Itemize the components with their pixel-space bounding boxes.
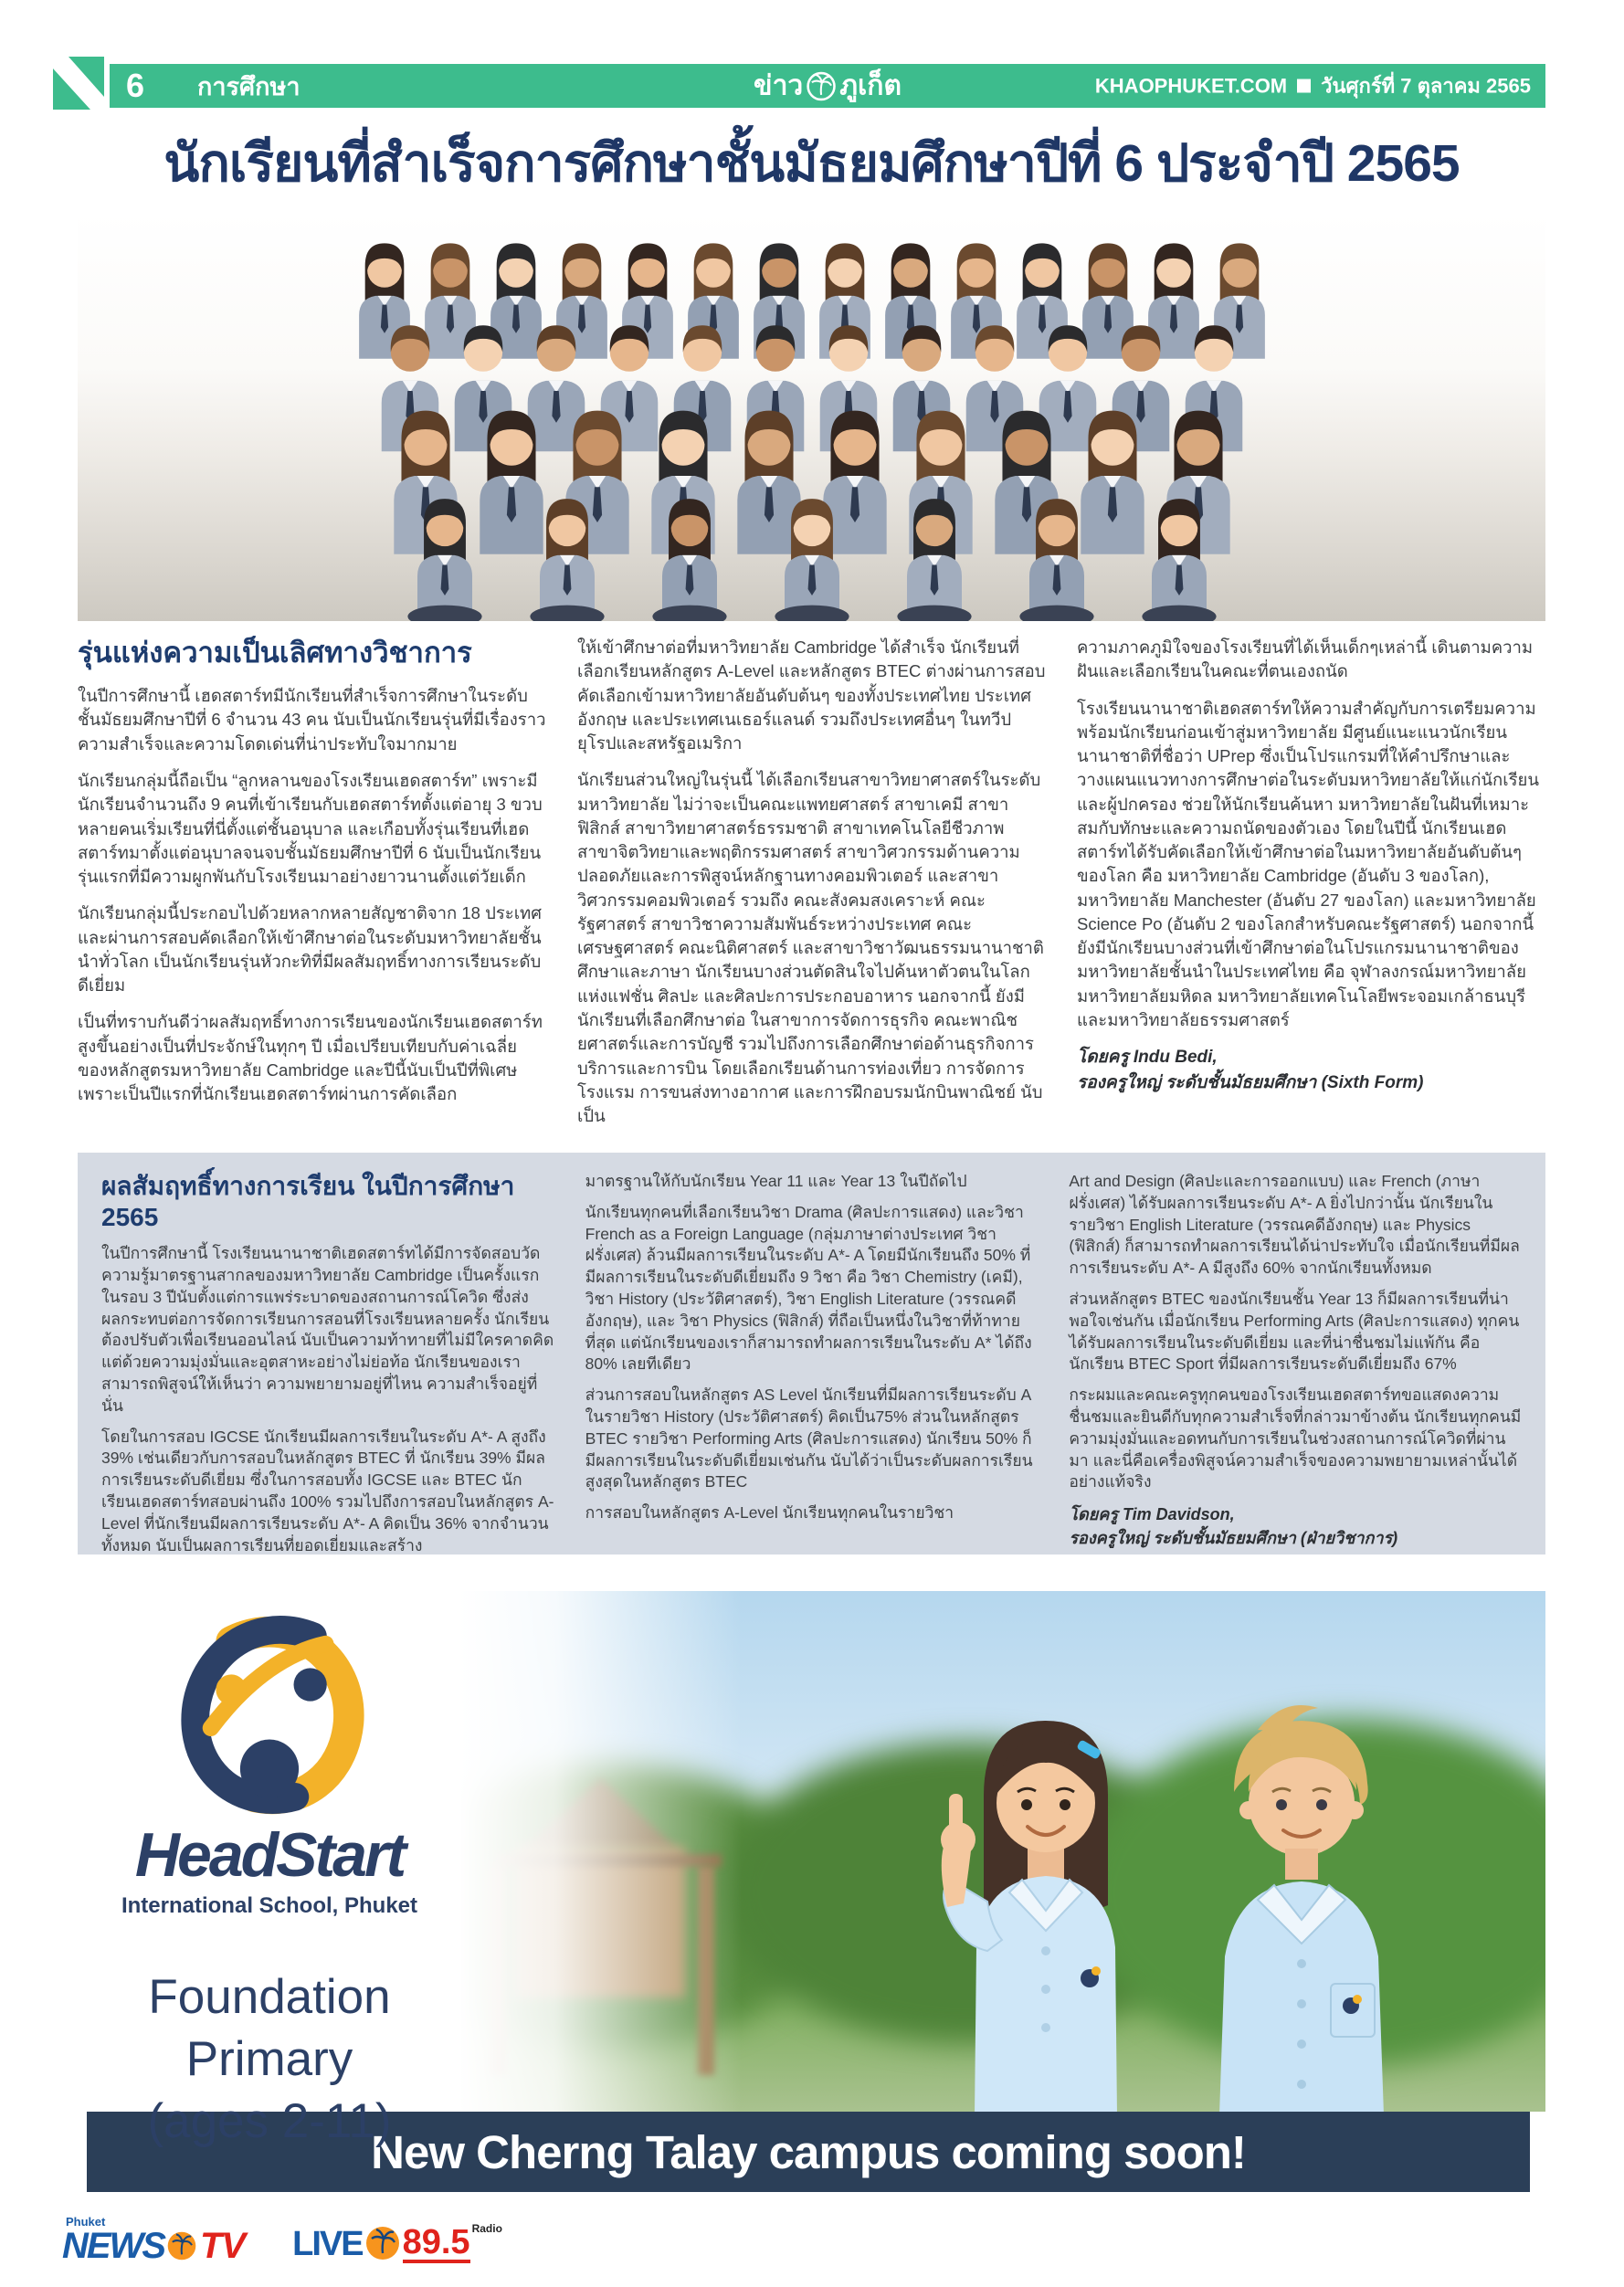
paragraph: ในปีการศึกษานี้ เฮดสตาร์ทมีนักเรียนที่สำเร็จการศึกษาในระดับชั้นมัธยมศึกษาปีที่ 6 จำนวน 43 คน นับเป็นนักเรียนรุ่นที่มีเรื่องราวความสำเร็จและความโดดเด่นที่น่าประทับใจมากมาย (78, 686, 546, 754)
article2-byline (1069, 1502, 1522, 1550)
footer-logos (62, 2216, 502, 2264)
newspaper-corner-logo-icon (53, 57, 104, 110)
student-figure (391, 486, 499, 621)
live-wordmark: LIVE (292, 2225, 363, 2263)
headstart-logo-icon (142, 1606, 397, 1825)
group-photo (78, 212, 1545, 621)
paragraph: Art and Design (ศิลปะและการออกแบบ) และ French (ภาษาฝรั่งเศส) ได้รับผลการเรียนระดับ A*- A ยิ่งไปกว่านั้น นักเรียนในรายวิชา English Literature (วรรณคดีอังกฤษ) และ Physics (ฟิสิกส์) ก็สามารถทำผลการเรียนได้น่าประทับใจ เมื่อนักเรียนที่มีผลการเรียนระดับ A*- A มีสูงถึง 60% จากนักเรียนทั้งหมด (1069, 1172, 1520, 1278)
student-figure (881, 486, 988, 621)
website-url: KHAOPHUKET.COM (1094, 74, 1288, 97)
paragraph: ให้เข้าศึกษาต่อที่มหาวิทยาลัย Cambridge ได้สำเร็จ นักเรียนที่เลือกเรียนหลักสูตร A-Level และหลักสูตร BTEC ต่างผ่านการสอบคัดเลือกเข้ามหาวิทยาลัยอันดับต้นๆ ของทั้งประเทศไทย ประเทศอังกฤษ และประเทศเนเธอร์แลนด์ รวมถึงประเทศอื่นๆ ในทวีปยุโรปและสหรัฐอเมริกา (577, 638, 1046, 754)
header-meta (1095, 70, 1531, 102)
paragraph: ความภาคภูมิใจของโรงเรียนที่ได้เห็นเด็กๆเหล่านี้ เดินตามความฝันและเลือกเรียนในคณะที่ตนเองถนัด (1077, 638, 1534, 681)
article1-column-1 (78, 636, 546, 1141)
headstart-logo-subtitle: International School, Phuket (121, 1893, 418, 1918)
article1-column-2 (577, 636, 1046, 1141)
ad-program-text (78, 1966, 461, 2152)
paragraph: นักเรียนกลุ่มนี้ถือเป็น “ลูกหลานของโรงเรียนเฮดสตาร์ท” เพราะมีนักเรียนจำนวนถึง 9 คนที่เข้าเรียนกับเฮดสตาร์ทตั้งแต่อายุ 3 ขวบ หลายคนเริ่มเรียนที่นี่ตั้งแต่ชั้นอนุบาล และเกือบทั้งรุ่นเรียนที่เฮดสตาร์ทมาตั้งแต่อนุบาลจนจบชั้นมัธยมศึกษาปีที่ 6 นับเป็นนักเรียนรุ่นแรกที่มีความผูกพันกับโรงเรียนมาอย่างยาวนานตั้งแต่วัยเด็ก (78, 770, 543, 887)
program-line: (ages 2-11) (147, 2093, 392, 2148)
page-number: 6 (126, 67, 145, 104)
sun-palm-icon (166, 2230, 197, 2261)
paragraph: โรงเรียนนานาชาติเฮดสตาร์ทให้ความสำคัญกับการเตรียมความพร้อมนักเรียนก่อนเข้าสู่มหาวิทยาลัย มีศูนย์แนะแนวนักเรียนนานาชาติที่ชื่อว่า UPrep ซึ่งเป็นโปรแกรมที่ให้คำปรึกษาและวางแผนแนวทางการศึกษาต่อในระดับมหาวิทยาลัยให้แก่นักเรียนและผู้ปกครอง ช่วยให้นักเรียนค้นหา มหาวิทยาลัยในฝันที่เหมาะสมกับทักษะและความถนัดของตัวเอง โดยในปีนี้ นักเรียนเฮดสตาร์ทได้รับคัดเลือกให้เข้าศึกษาต่อในมหาวิทยาลัยอันดับต้นๆของโลก คือ มหาวิทยาลัย Cambridge (อันดับ 3 ของโลก), มหาวิทยาลัย Manchester (อันดับ 27 ของโลก) และมหาวิทยาลัย Science Po (อันดับ 2 ของโลกสำหรับคณะรัฐศาสตร์) นอกจากนี้ ยังมีนักเรียนบางส่วนที่เข้าศึกษาต่อในโปรแกรมนานาชาติของมหาวิทยาลัยชั้นนำในประเทศไทย คือ จุฬาลงกรณ์มหาวิทยาลัย มหาวิทยาลัยมหิดล มหาวิทยาลัยเทคโนโลยีพระจอมเกล้าธนบุรี และมหาวิทยาลัยธรรมศาสตร์ (1077, 698, 1539, 1029)
byline-name: โดยครู Indu Bedi, (1077, 1048, 1218, 1068)
ad-children-photo (459, 1591, 1545, 2112)
paragraph: นักเรียนทุกคนที่เลือกเรียนวิชา Drama (ศิลปะการแสดง) และวิชา French as a Foreign Language (กลุ่มภาษาต่างประเทศ วิชาฝรั่งเศส) ล้วนมีผลการเรียนในระดับ A*- A โดยมีนักเรียนถึง 50% ที่มีผลการเรียนในระดับดีเยี่ยมถึง 9 วิชา คือ วิชา Chemistry (เคมี), วิชา History (ประวัติศาสตร์), วิชา English Literature (วรรณคดีอังกฤษ), และ วิชา Physics (ฟิสิกส์) ที่ถือเป็นหนึ่งในวิชาที่ท้าทายที่สุด แต่นักเรียนของเราก็สามารถทำผลการเรียนในระดับ A* ได้ถึง 80% เลยทีเดียว (585, 1202, 1032, 1374)
paragraph: เป็นที่ทราบกันดีว่าผลสัมฤทธิ์ทางการเรียนของนักเรียนเฮดสตาร์ทสูงขึ้นอย่างเป็นที่ประจักษ์ในทุกๆ ปี เมื่อเปรียบเทียบกับค่าเฉลี่ยของหลักสูตรมหาวิทยาลัย Cambridge และปีนี้นับเป็นปีที่พิเศษ เพราะเป็นปีแรกที่นักเรียนเฮดสตาร์ทผ่านการคัดเลือก (78, 1012, 543, 1104)
news-wordmark: NEWS (62, 2226, 164, 2266)
section-name: การศึกษา (197, 72, 301, 100)
brand-word-right: ภูเก็ต (839, 70, 902, 101)
byline-title: รองครูใหญ่ ระดับชั้นมัธยมศึกษา (ฝ่ายวิชาการ) (1069, 1529, 1398, 1548)
issue-date: วันศุกร์ที่ 7 ตุลาคม 2565 (1321, 74, 1531, 98)
program-line: Foundation (148, 1970, 391, 2024)
palm-circle-icon (806, 70, 837, 101)
live-radio-logo (292, 2216, 502, 2263)
byline-name: โดยครู Tim Davidson, (1069, 1505, 1235, 1524)
radio-label: Radio (471, 2222, 502, 2235)
article2-heading: ผลสัมฤทธิ์ทางการเรียน ในปีการศึกษา 2565 (101, 1172, 515, 1231)
paragraph: นักเรียนกลุ่มนี้ประกอบไปด้วยหลากหลายสัญชาติจาก 18 ประเทศและผ่านการสอบคัดเลือกให้เข้าศึกษาต่อในระดับมหาวิทยาลัยชั้นนำทั่วโลก เป็นนักเรียนรุ่นหัวกะทิที่มีผลสัมฤทธิ์ทางการเรียนระดับดีเยี่ยม (78, 903, 542, 996)
paragraph: มาตรฐานให้กับนักเรียน Year 11 และ Year 13 ในปีถัดไป (585, 1172, 967, 1190)
main-headline: นักเรียนที่สำเร็จการศึกษาชั้นมัธยมศึกษาปีที่ 6 ประจำปี 2565 (163, 134, 1460, 193)
phuket-prefix: Phuket (66, 2215, 106, 2229)
paragraph: ในปีการศึกษานี้ โรงเรียนนานาชาติเฮดสตาร์ทได้มีการจัดสอบวัดความรู้มาตรฐานสากลของมหาวิทยาลัย Cambridge เป็นครั้งแรกในรอบ 3 ปีนับตั้งแต่การแพร่ระบาดของสถานการณ์โควิด ซึ่งส่งผลกระทบต่อการจัดการเรียนการสอนที่โรงเรียนหลายครั้ง นักเรียนต้องปรับตัวเพื่อเรียนออนไลน์ นับเป็นความท้าทายที่ไม่มีใครคาดคิด แต่ด้วยความมุ่งมั่นและอุตสาหะอย่างไม่ย่อท้อ นักเรียนของเราสามารถพิสูจน์ให้เห็นว่า ความพยายามอยู่ที่ไหน ความสำเร็จอยู่ที่นั่น (101, 1244, 554, 1415)
article2-column-2 (585, 1171, 1039, 1536)
photo-white-fade (459, 1591, 742, 2112)
student-figure (758, 486, 866, 621)
program-line: Primary (185, 2031, 353, 2086)
article2-column-3 (1069, 1171, 1522, 1548)
article1-column-3 (1077, 636, 1545, 1141)
student-figure (636, 486, 743, 621)
paragraph: โดยในการสอบ IGCSE นักเรียนมีผลการเรียนในระดับ A*- A สูงถึง 39% เช่นเดียวกับการสอบในหลักสูตร BTEC ที่ นักเรียน 39% มีผลการเรียนระดับดีเยี่ยม ซึ่งในการสอบทั้ง IGCSE และ BTEC นักเรียนเฮดสตาร์ทสอบผ่านถึง 100% รวมไปถึงการสอบในหลักสูตร A-Level ที่นักเรียนมีผลการเรียนระดับ A*- A คิดเป็น 36% จากจำนวนทั้งหมด นับเป็นผลการเรียนที่ยอดเยี่ยมและสร้าง (101, 1427, 554, 1555)
student-figure (1003, 486, 1111, 621)
paragraph: นักเรียนส่วนใหญ่ในรุ่นนี้ ได้เลือกเรียนสาขาวิทยาศาสตร์ในระดับมหาวิทยาลัย ไม่ว่าจะเป็นคณะแพทยศาสตร์ สาขาเคมี สาขาฟิสิกส์ สาขาวิทยาศาสตร์ธรรมชาติ สาขาเทคโนโลยีชีวภาพ สาขาจิตวิทยาและพฤติกรรมศาสตร์ สาขาวิศวกรรมด้านความปลอดภัยและการพิสูจน์หลักฐานทางคอมพิวเตอร์ และสาขาวิศวกรรมคอมพิวเตอร์ รวมถึง คณะสังคมสงเคราะห์ คณะรัฐศาสตร์ สาขาวิชาความสัมพันธ์ระหว่างประเทศ คณะเศรษฐศาสตร์ คณะนิติศาสตร์ และสาขาวิชาวัฒนธรรมนานาชาติศึกษาและภาษา นักเรียนบางส่วนตัดสินใจไปค้นหาตัวตนในโลกแห่งแฟชั่น ศิลปะ และศิลปะการประกอบอาหาร นอกจากนี้ ยังมีนักเรียนที่เลือกศึกษาต่อ ในสาขาการจัดการธุรกิจ คณะพาณิชยศาสตร์และการบัญชี รวมไปถึงการเลือกศึกษาต่อด้านธุรกิจการบริการและการบิน โดยเลือกเรียนด้านการท่องเที่ยว การจัดการโรงแรม การขนส่งทางอากาศ และการฝึกอบรมนักบินพาณิชย์ นับเป็น (577, 770, 1044, 1126)
article2-column-1 (101, 1171, 554, 1555)
paragraph: ส่วนหลักสูตร BTEC ของนักเรียนชั้น Year 13 ก็มีผลการเรียนที่น่าพอใจเช่นกัน เมื่อนักเรียน Performing Arts (ศิลปะการแสดง) ทุกคนได้รับผลการเรียนในระดับดีเยี่ยม และที่น่าชื่นชมไม่แพ้กัน คือนักเรียน BTEC Sport ที่มีผลการเรียนระดับดีเยี่ยมถึง 67% (1069, 1289, 1520, 1374)
student-figure (1125, 486, 1233, 621)
frequency-number: 89.5 (402, 2223, 470, 2261)
paragraph: ส่วนการสอบในหลักสูตร AS Level นักเรียนที่มีผลการเรียนระดับ A ในรายวิชา History (ประวัติศาสตร์) คิดเป็น75% ส่วนในหลักสูตร BTEC รายวิชา Performing Arts (ศิลปะการแสดง) นักเรียน 50% ก็มีผลการเรียนในระดับดีเยี่ยมเช่นกัน นับได้ว่าเป็นระดับผลการเรียนสูงสุดในหลักสูตร BTEC (585, 1386, 1033, 1491)
headstart-advertisement (78, 1591, 1545, 2192)
two-students-illustration (911, 1615, 1495, 2112)
article1-byline (1077, 1045, 1545, 1095)
byline-title: รองครูใหญ่ ระดับชั้นมัธยมศึกษา (Sixth Form) (1077, 1072, 1424, 1092)
section-header-bar (110, 64, 1545, 108)
newspaper-brand (754, 65, 902, 108)
phuket-news-tv-logo (62, 2216, 245, 2264)
square-bullet-icon (1297, 79, 1311, 93)
brand-word-left: ข่าว (754, 70, 804, 101)
article1-heading: รุ่นแห่งความเป็นเลิศทางวิชาการ (78, 637, 472, 669)
ad-banner: New Cherng Talay campus coming soon! (87, 2112, 1530, 2192)
ad-left-panel (78, 1591, 461, 2148)
student-figure (513, 486, 621, 621)
sun-palm-icon (364, 2225, 401, 2261)
headstart-logo-wordmark: HeadStart (134, 1820, 405, 1890)
article-exam-results-box (78, 1153, 1545, 1555)
article-academic-excellence (78, 636, 1545, 1141)
paragraph: กระผมและคณะครูทุกคนของโรงเรียนเฮดสตาร์ทขอแสดงความชื่นชมและยินดีกับทุกความสำเร็จที่กล่าวมาข้างต้น นักเรียนทุกคนมีความมุ่งมั่นและอดทนกับการเรียนในช่วงสถานการณ์โควิดที่ผ่านมา และนี่คือเครื่องพิสูจน์ความสำเร็จของความพยายามเหล่านั้นได้อย่างแท้จริง (1069, 1386, 1522, 1491)
paragraph: การสอบในหลักสูตร A-Level นักเรียนทุกคนในรายวิชา (585, 1503, 954, 1523)
tv-wordmark: TV (200, 2226, 246, 2266)
